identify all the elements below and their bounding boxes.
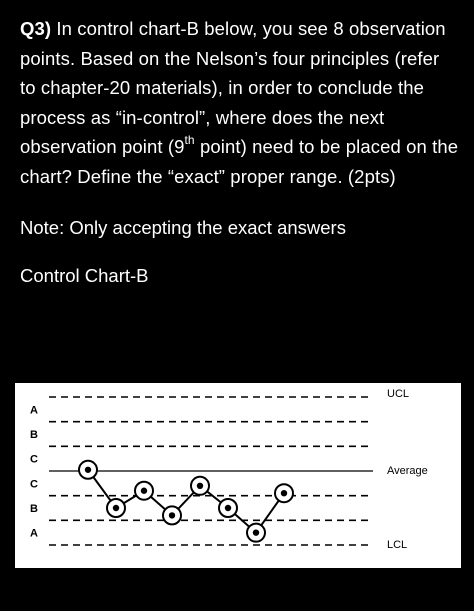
question-superscript: th <box>184 132 195 147</box>
observation-point <box>247 524 265 542</box>
observation-point <box>191 477 209 495</box>
zone-label: C <box>30 453 38 466</box>
question-number: Q3) <box>20 18 52 39</box>
lcl-label: LCL <box>387 539 408 551</box>
zone-label: B <box>30 429 38 441</box>
zone-label: C <box>30 478 38 491</box>
chart-title: Control Chart-B <box>20 265 149 286</box>
question-body-part2: point) need to be placed on the chart? Define the “exact” proper range. (2pts) <box>20 136 459 187</box>
observation-point <box>275 484 293 502</box>
average-label: Average <box>387 465 428 477</box>
zone-label: A <box>30 527 38 540</box>
zone-label: B <box>30 503 38 515</box>
observation-point <box>79 461 97 479</box>
zone-labels <box>30 404 38 539</box>
observation-series <box>79 461 293 542</box>
question-text <box>20 14 460 191</box>
control-line-labels <box>387 388 428 551</box>
control-chart <box>15 383 461 568</box>
question-body-part1: In control chart-B below, you see 8 observation points. Based on the Nelson’s four principles (refer to chapter-20 materials), in order to conclude the process as “in-control”, where does the next observation point (9 <box>20 18 446 157</box>
note-text: Note: Only accepting the exact answers <box>20 217 346 238</box>
observation-point <box>219 499 237 517</box>
control-chart-svg <box>15 383 461 568</box>
zone-label: A <box>30 404 38 417</box>
ucl-label: UCL <box>387 388 410 400</box>
observation-point <box>107 499 125 517</box>
observation-point <box>163 506 181 524</box>
observation-point <box>135 482 153 500</box>
